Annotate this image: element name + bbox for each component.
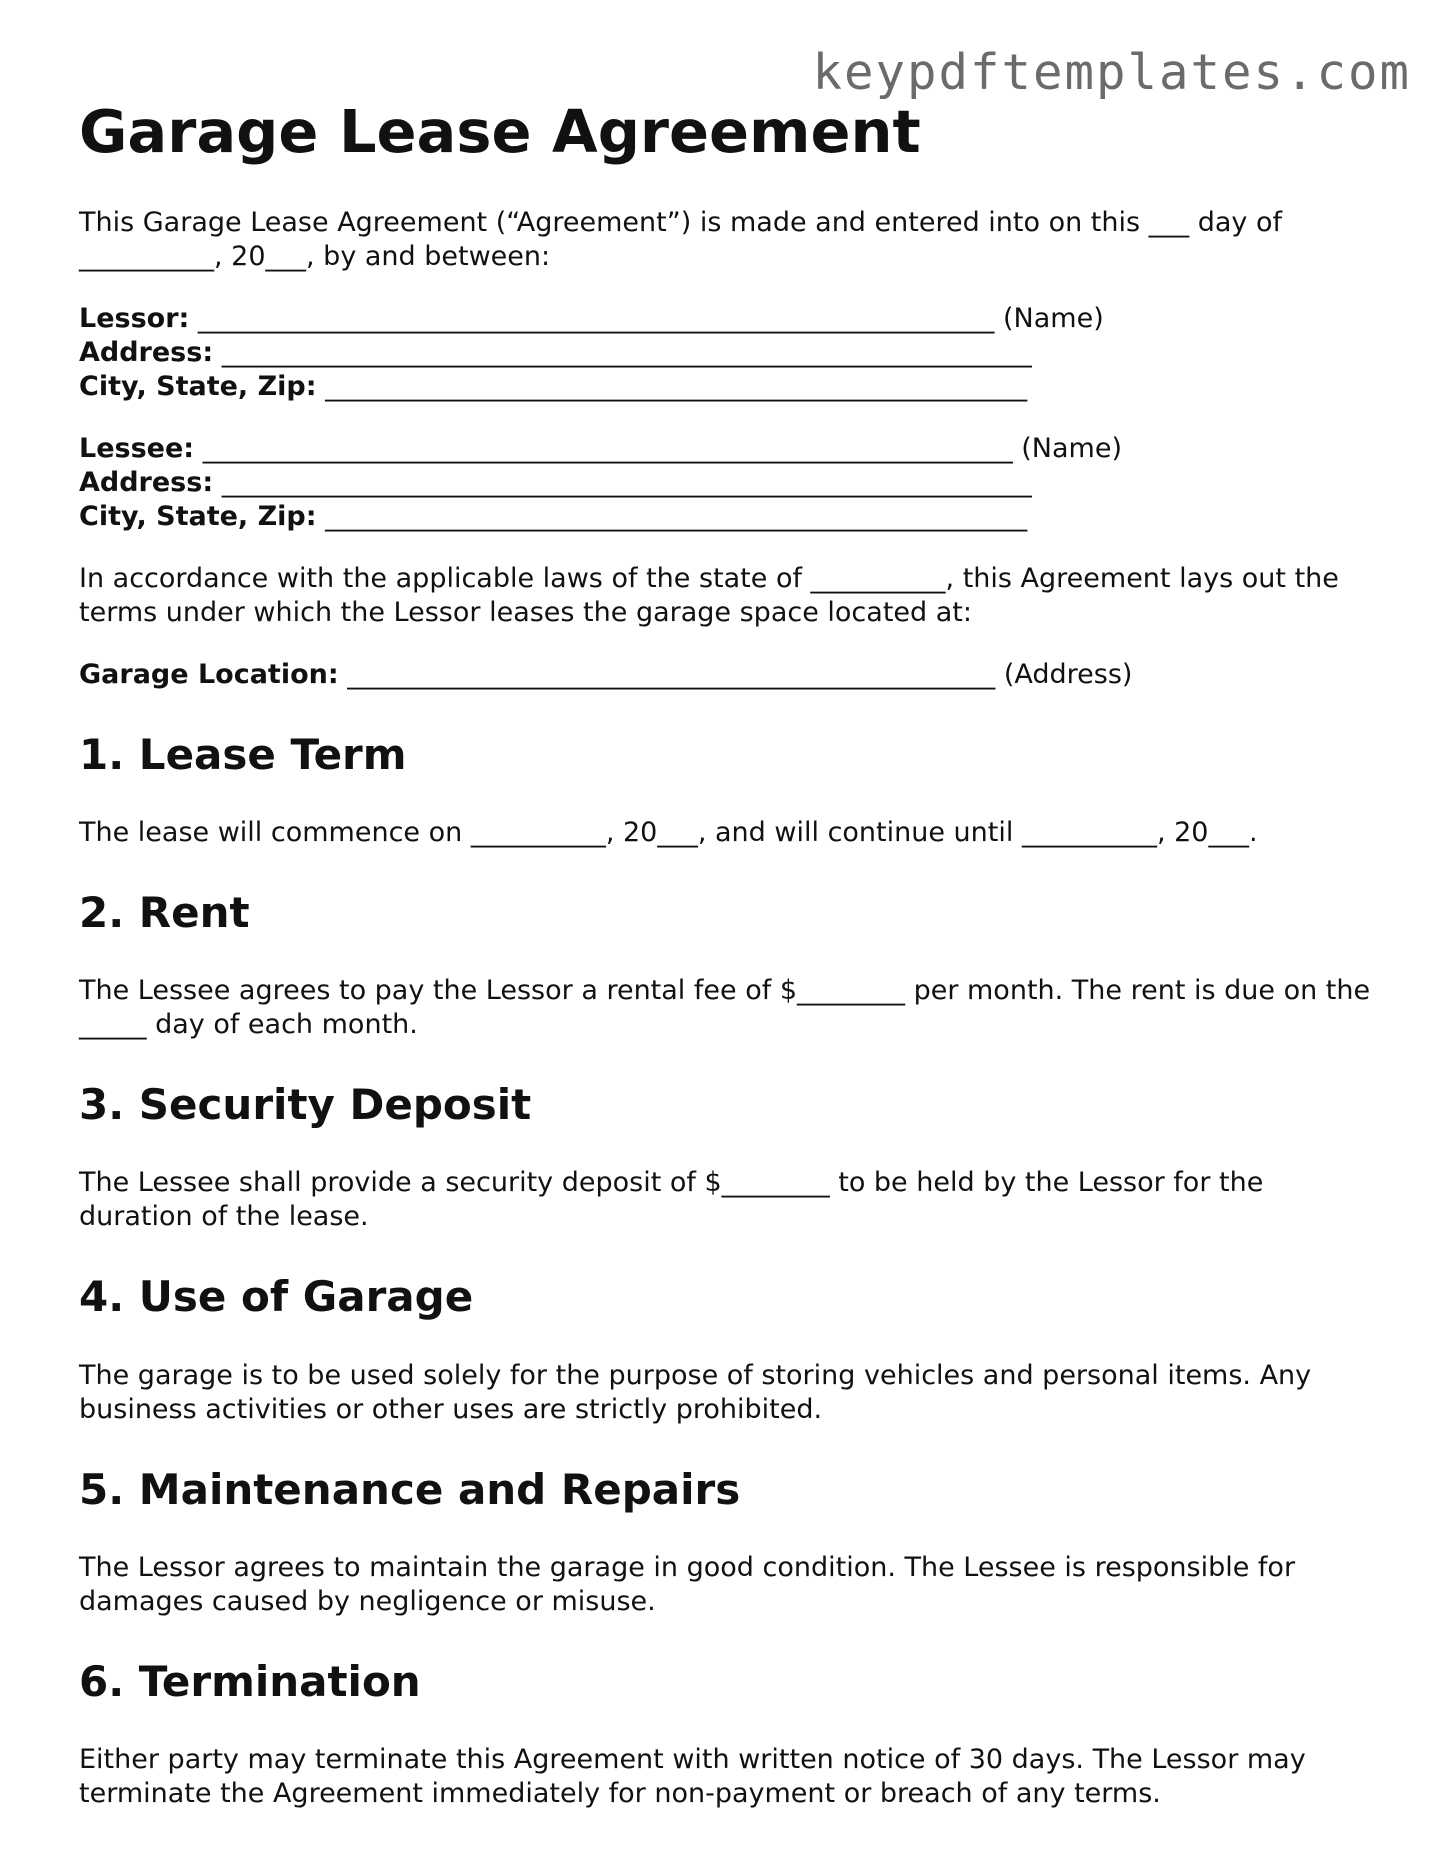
lessee-city-label: City, State, Zip: — [79, 500, 317, 532]
lessee-name-field: ____________________________________________________________ (Name) — [202, 432, 1122, 464]
laws-paragraph: In accordance with the applicable laws of the state of __________, this Agreement lays out the terms under which the Lessor leases the garage space located at: — [79, 562, 1339, 628]
garage-location-label: Garage Location: — [79, 658, 339, 690]
lessee-city-field: ____________________________________________________ — [325, 500, 1028, 532]
lessor-city-field: ____________________________________________________ — [325, 370, 1028, 402]
section-heading-maintenance: 5. Maintenance and Repairs — [79, 1464, 741, 1514]
lessor-address-field: ____________________________________________________________ — [221, 336, 1032, 368]
lessor-block — [79, 302, 1379, 404]
section-heading-lease-term: 1. Lease Term — [79, 729, 407, 779]
garage-location-field: ________________________________________________ (Address) — [347, 658, 1133, 690]
page-title: Garage Lease Agreement — [79, 97, 921, 166]
lessor-address-line — [79, 336, 1379, 370]
garage-location-line — [79, 658, 1379, 692]
lessor-name-field: ___________________________________________________________ (Name) — [197, 302, 1104, 334]
lessor-name-label: Lessor: — [79, 302, 190, 334]
section-heading-use-of-garage: 4. Use of Garage — [79, 1272, 474, 1322]
lessee-name-label: Lessee: — [79, 432, 195, 464]
lessee-address-line — [79, 466, 1379, 500]
section-body-maintenance: The Lessor agrees to maintain the garage in good condition. The Lessee is responsible for damages caused by negligence or misuse. — [79, 1551, 1296, 1617]
lessee-city-line — [79, 500, 1379, 534]
section-body-lease-term: The lease will commence on __________, 20___, and will continue until __________, 20___. — [79, 817, 1258, 849]
lessor-city-line — [79, 370, 1379, 404]
lessor-city-label: City, State, Zip: — [79, 370, 317, 402]
section-body-rent: The Lessee agrees to pay the Lessor a rental fee of $________ per month. The rent is due on the _____ day of each month. — [79, 975, 1371, 1041]
lessor-address-label: Address: — [79, 336, 214, 368]
document-content — [79, 98, 1379, 1811]
intro-paragraph: This Garage Lease Agreement (“Agreement”) is made and entered into on this ___ day of __________, 20___, by and between: — [79, 206, 1283, 272]
section-body-use-of-garage: The garage is to be used solely for the purpose of storing vehicles and personal items. Any business activities or other uses are strictly prohibited. — [79, 1359, 1312, 1425]
lessee-block — [79, 432, 1379, 534]
watermark: keypdftemplates.com — [812, 44, 1411, 101]
section-heading-rent: 2. Rent — [79, 888, 250, 938]
section-heading-security-deposit: 3. Security Deposit — [79, 1080, 532, 1130]
section-heading-termination: 6. Termination — [79, 1656, 421, 1706]
lessee-address-field: ____________________________________________________________ — [221, 466, 1032, 498]
lessee-name-line — [79, 432, 1379, 466]
lessor-name-line — [79, 302, 1379, 336]
section-body-termination: Either party may terminate this Agreement with written notice of 30 days. The Lessor may terminate the Agreement immediately for non-payment or breach of any terms. — [79, 1743, 1306, 1809]
lessee-address-label: Address: — [79, 466, 214, 498]
section-body-security-deposit: The Lessee shall provide a security deposit of $________ to be held by the Lessor for the duration of the lease. — [79, 1167, 1264, 1233]
